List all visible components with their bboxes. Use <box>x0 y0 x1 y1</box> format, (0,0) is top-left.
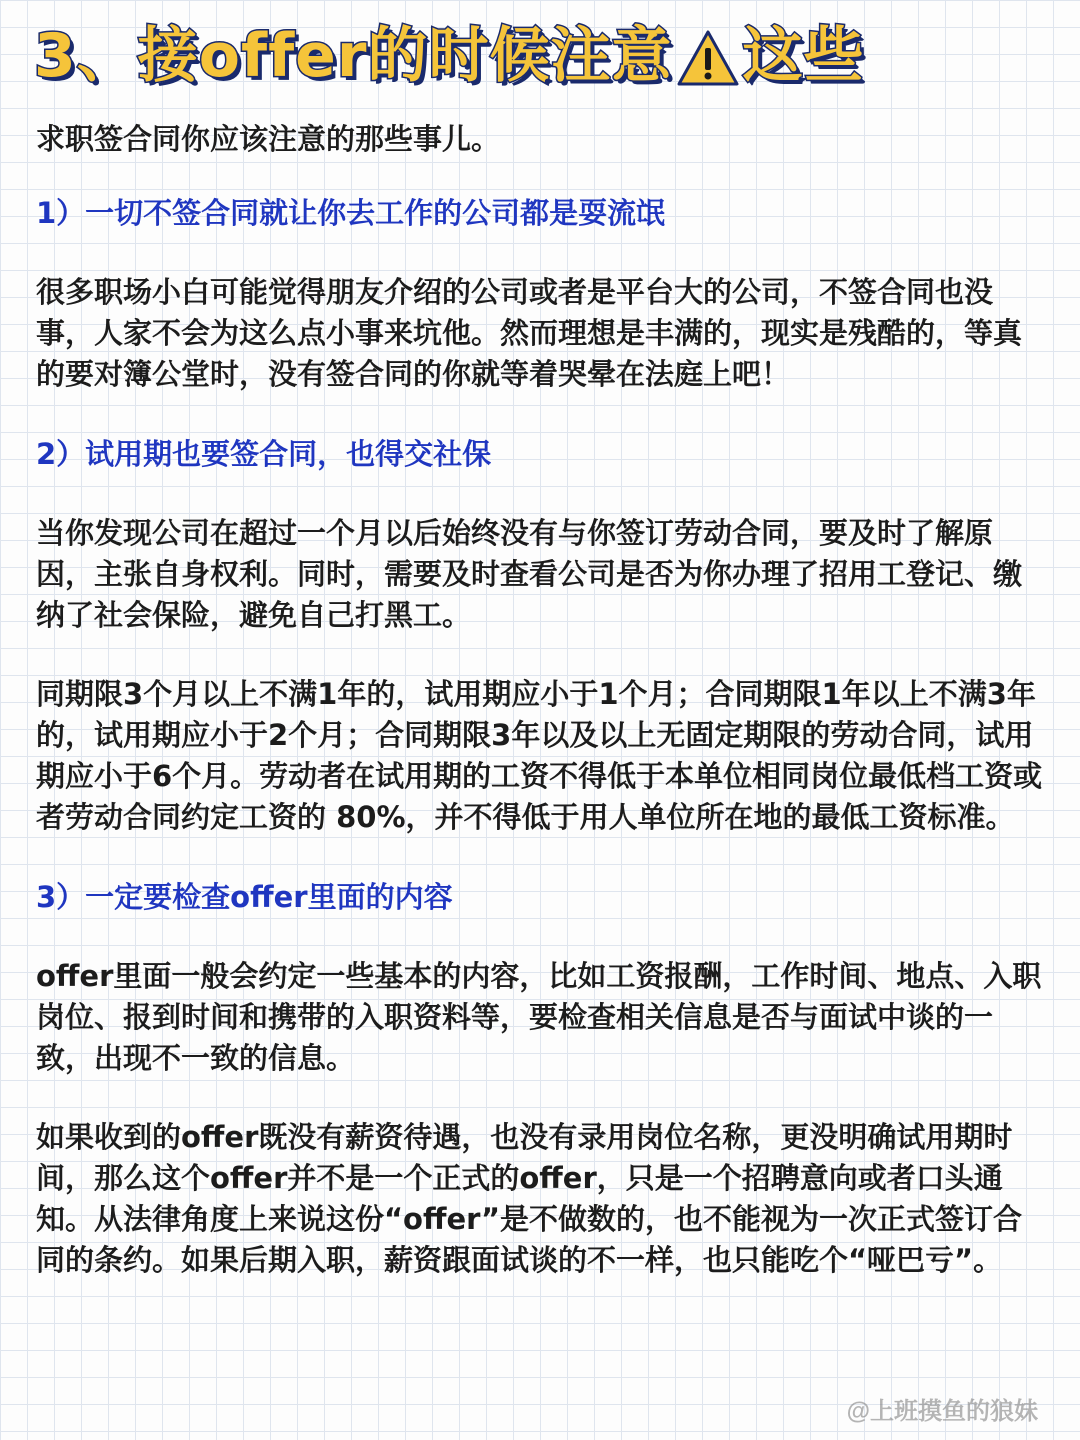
watermark: @上班摸鱼的狼妹 <box>846 1398 1038 1425</box>
intro-text: 求职签合同你应该注意的那些事儿。 <box>36 122 501 156</box>
section-1-paragraph-1: 很多职场小白可能觉得朋友介绍的公司或者是平台大的公司，不签合同也没事，人家不会为这么点小事来坑他。然而理想是丰满的，现实是残酷的，等真的要对簿公堂时，没有签合同的你就等着哭晕在法庭上吧！ <box>36 275 1023 391</box>
section-2-heading: 2）试用期也要签合同，也得交社保 <box>36 437 492 471</box>
title-text-end: 这些 <box>742 21 865 91</box>
page-title <box>34 14 864 98</box>
section-3-heading: 3）一定要检查offer里面的内容 <box>36 880 453 914</box>
article-body <box>36 118 1048 1319</box>
section-2-paragraph-1: 当你发现公司在超过一个月以后始终没有与你签订劳动合同，要及时了解原因，主张自身权利。同时，需要及时查看公司是否为你办理了招用工登记、缴纳了社会保险，避免自己打黑工。 <box>36 516 1023 632</box>
section-3-paragraph-1: offer里面一般会约定一些基本的内容，比如工资报酬，工作时间、地点、入职岗位、报到时间和携带的入职资料等，要检查相关信息是否与面试中谈的一致，出现不一致的信息。 <box>36 959 1042 1075</box>
section-3-paragraph-2: 如果收到的offer既没有薪资待遇，也没有录用岗位名称，更没明确试用期时间，那么这个offer并不是一个正式的offer，只是一个招聘意向或者口头通知。从法律角度上来说这份“offer”是不做数的，也不能视为一次正式签订合同的条约。如果后期入职，薪资跟面试谈的不一样，也只能吃个“哑巴亏”。 <box>36 1120 1023 1277</box>
section-2-paragraph-2: 同期限3个月以上不满1年的，试用期应小于1个月；合同期限1年以上不满3年的，试用期应小于2个月；合同期限3年以及以上无固定期限的劳动合同，试用期应小于6个月。劳动者在试用期的工资不得低于本单位相同岗位最低档工资或者劳动合同约定工资的 80%，并不得低于用人单位所在地的最低工资标准。 <box>36 677 1043 834</box>
title-text-start: 3、接offer的时候注意 <box>34 21 673 91</box>
warning-icon <box>676 28 740 88</box>
section-1-heading: 1）一切不签合同就让你去工作的公司都是耍流氓 <box>36 196 666 230</box>
